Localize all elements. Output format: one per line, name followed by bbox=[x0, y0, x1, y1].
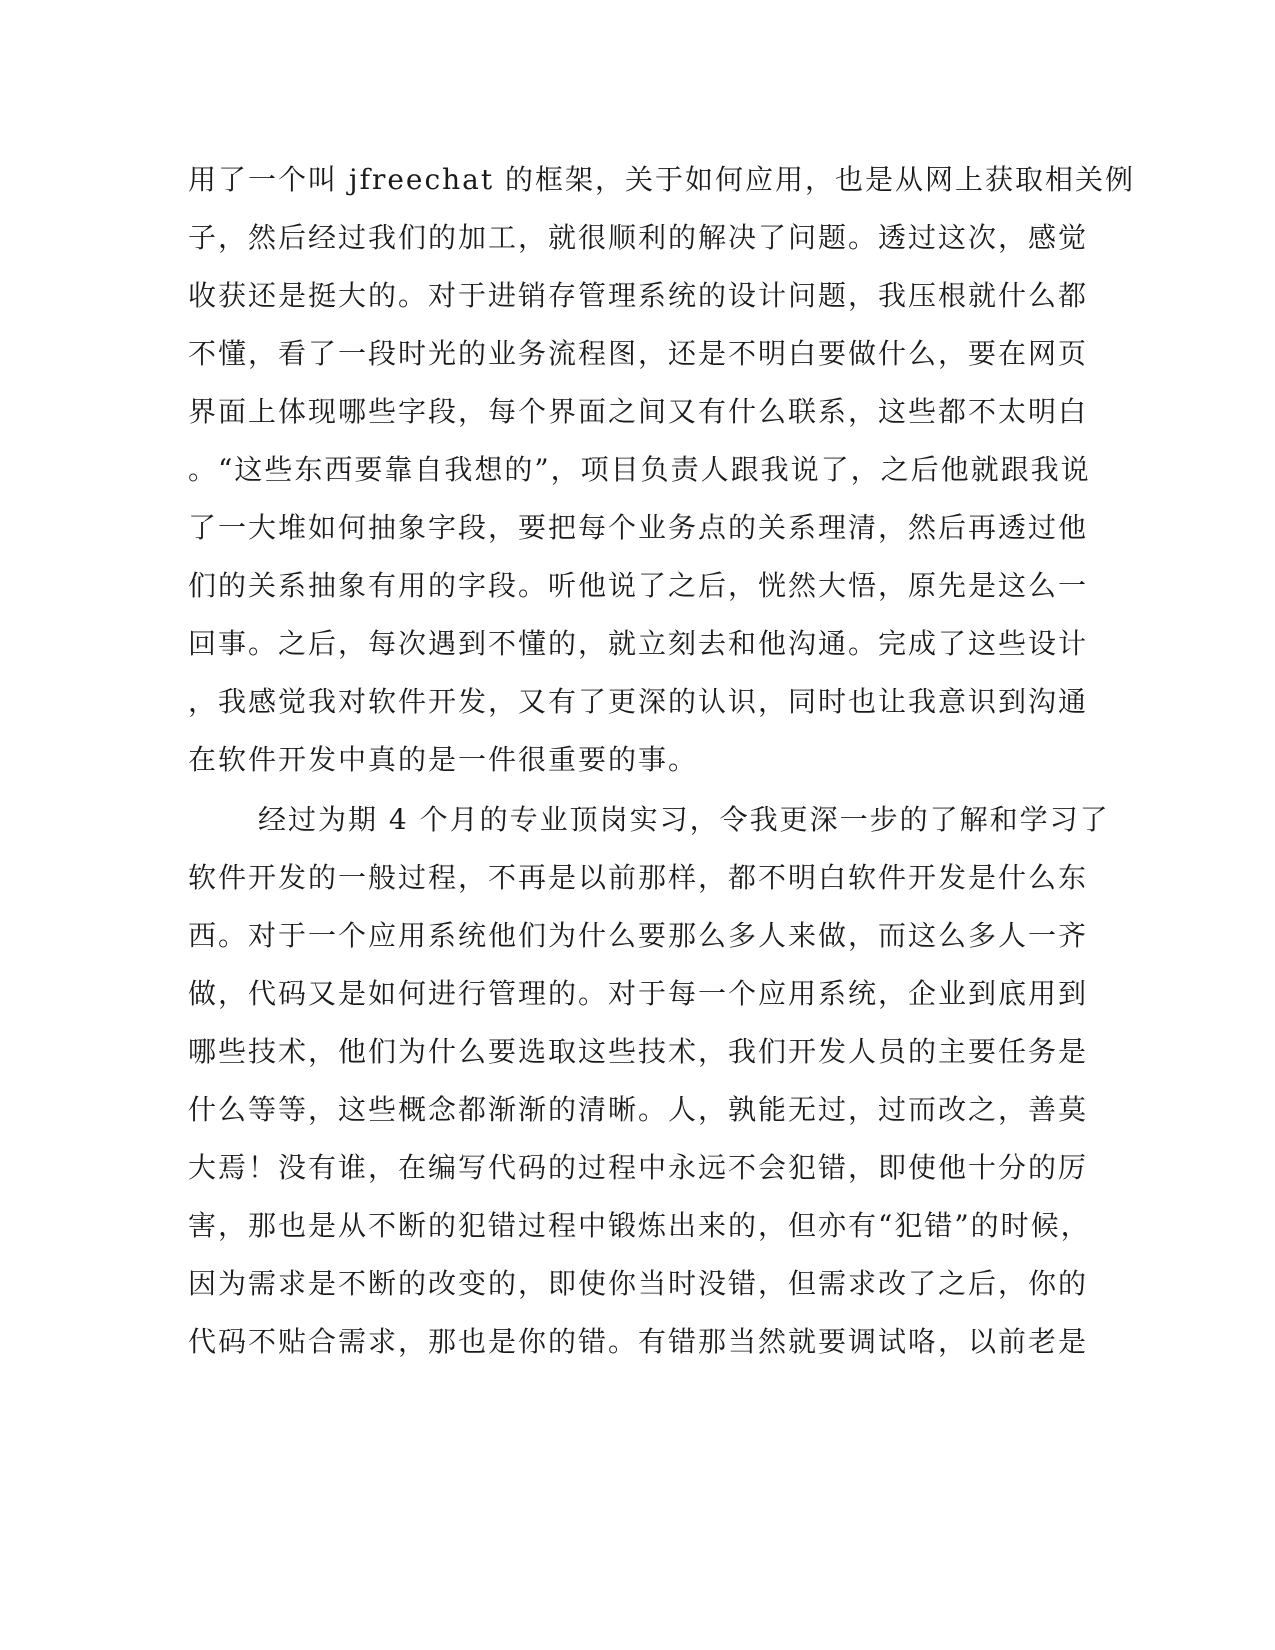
text-line: 用了一个叫 jfreechat 的框架，关于如何应用，也是从网上获取相关例 bbox=[188, 163, 1136, 196]
text-line: 子，然后经过我们的加工，就很顺利的解决了问题。透过这次，感觉 bbox=[188, 221, 1089, 254]
text-line: 回事。之后，每次遇到不懂的，就立刻去和他沟通。完成了这些设计 bbox=[188, 627, 1089, 660]
text-line: 在软件开发中真的是一件很重要的事。 bbox=[188, 743, 699, 776]
text-line: 们的关系抽象有用的字段。听他说了之后，恍然大悟，原先是这么一 bbox=[188, 569, 1089, 602]
text-line: 。“这些东西要靠自我想的”，项目负责人跟我说了，之后他就跟我说 bbox=[188, 453, 1091, 486]
text-line: 代码不贴合需求，那也是你的错。有错那当然就要调试咯，以前老是 bbox=[188, 1325, 1089, 1358]
text-line: 什么等等，这些概念都渐渐的清晰。人，孰能无过，过而改之，善莫 bbox=[188, 1093, 1089, 1126]
text-line: 软件开发的一般过程，不再是以前那样，都不明白软件开发是什么东 bbox=[188, 861, 1089, 894]
paragraph-first-line: 经过为期 4 个月的专业顶岗实习，令我更深一步的了解和学习了 bbox=[258, 803, 1110, 836]
text-line: 因为需求是不断的改变的，即使你当时没错，但需求改了之后，你的 bbox=[188, 1267, 1089, 1300]
text-line: 不懂，看了一段时光的业务流程图，还是不明白要做什么，要在网页 bbox=[188, 337, 1089, 370]
text-line: 哪些技术，他们为什么要选取这些技术，我们开发人员的主要任务是 bbox=[188, 1035, 1089, 1068]
text-line: 害，那也是从不断的犯错过程中锻炼出来的，但亦有“犯错”的时候， bbox=[188, 1209, 1091, 1242]
text-line: 大焉！没有谁，在编写代码的过程中永远不会犯错，即使他十分的厉 bbox=[188, 1151, 1089, 1184]
text-line: 了一大堆如何抽象字段，要把每个业务点的关系理清，然后再透过他 bbox=[188, 511, 1089, 544]
text-line: ，我感觉我对软件开发，又有了更深的认识，同时也让我意识到沟通 bbox=[188, 685, 1089, 718]
text-line: 收获还是挺大的。对于进销存管理系统的设计问题，我压根就什么都 bbox=[188, 279, 1089, 312]
text-line: 做，代码又是如何进行管理的。对于每一个应用系统，企业到底用到 bbox=[188, 977, 1089, 1010]
text-line: 西。对于一个应用系统他们为什么要那么多人来做，而这么多人一齐 bbox=[188, 919, 1089, 952]
text-line: 界面上体现哪些字段，每个界面之间又有什么联系，这些都不太明白 bbox=[188, 395, 1089, 428]
